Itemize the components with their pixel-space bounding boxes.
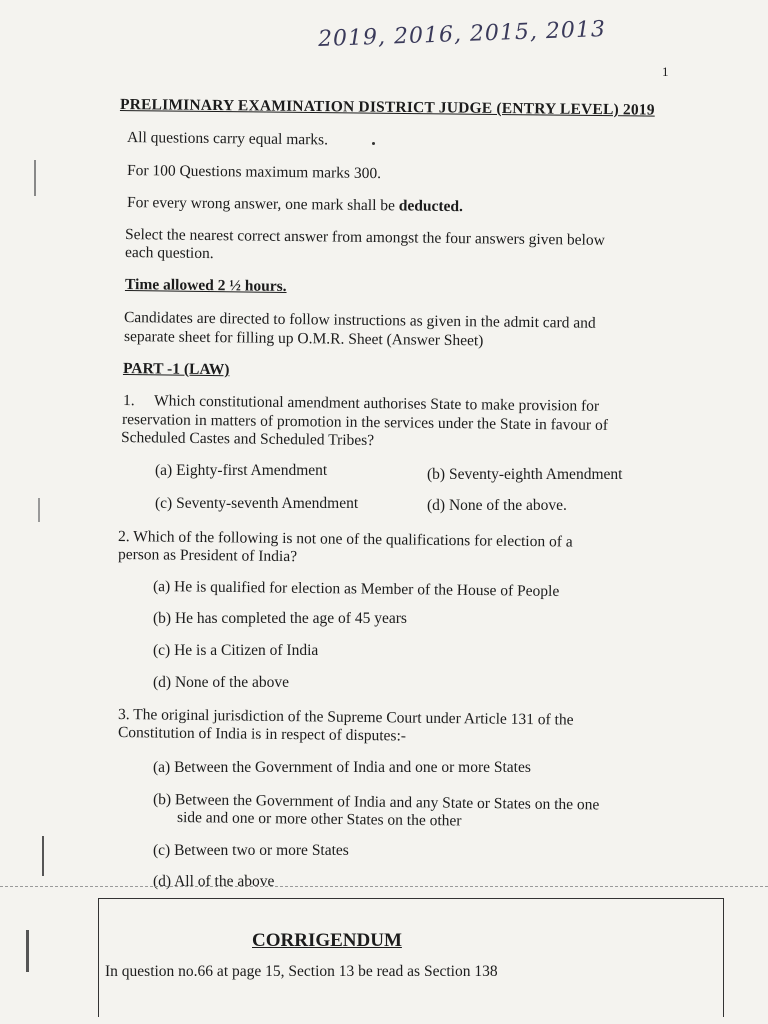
corrigendum-text: In question no.66 at page 15, Section 13 be read as Section 138 xyxy=(105,963,498,980)
q1-option-c: (c) Seventy-seventh Amendment xyxy=(155,495,359,512)
q2-option-d: (d) None of the above xyxy=(153,674,290,691)
wrong-answer-text: For every wrong answer, one mark shall be xyxy=(126,194,399,215)
q1-line3: Scheduled Castes and Scheduled Tribes? xyxy=(120,429,375,450)
q2-line1: 2. Which of the following is not one of the qualifications for election of a xyxy=(117,528,573,551)
page-number: 1 xyxy=(662,64,669,79)
q2-option-a: (a) He is qualified for election as Member of the House of People xyxy=(152,578,560,600)
q2-line2: person as President of India? xyxy=(117,546,298,566)
q3-option-b-line1: (b) Between the Government of India and any State or States on the one xyxy=(152,791,600,814)
page-cut-divider xyxy=(0,886,768,887)
q3-option-c: (c) Between two or more States xyxy=(153,842,349,859)
exam-title: PRELIMINARY EXAMINATION DISTRICT JUDGE (ENTRY LEVEL) 2019 xyxy=(119,96,655,119)
time-allowed: Time allowed 2 ½ hours. xyxy=(124,276,287,295)
q1-number: 1. xyxy=(122,392,135,410)
q1-option-a: (a) Eighty-first Amendment xyxy=(155,462,328,479)
instruction-candidates-line2: separate sheet for filling up O.M.R. Sheet (Answer Sheet) xyxy=(123,328,484,350)
q1-option-b: (b) Seventy-eighth Amendment xyxy=(427,466,623,483)
q2-option-b: (b) He has completed the age of 45 years xyxy=(153,610,407,627)
instruction-select-line2: each question. xyxy=(124,244,214,263)
scan-mark xyxy=(34,160,36,196)
scan-mark xyxy=(42,836,44,876)
corrigendum-box xyxy=(98,898,724,1017)
instruction-max-marks: For 100 Questions maximum marks 300. xyxy=(126,162,382,183)
scan-speck xyxy=(372,142,375,145)
q3-line1: 3. The original jurisdiction of the Supreme Court under Article 131 of the xyxy=(117,706,574,729)
q1-option-d: (d) None of the above. xyxy=(427,497,567,514)
q3-option-a: (a) Between the Government of India and one or more States xyxy=(153,759,531,776)
scan-mark xyxy=(26,930,29,972)
q3-option-b-line2: side and one or more other States on the other xyxy=(176,809,462,830)
instruction-wrong-answer xyxy=(127,194,463,216)
q1-text: Which constitutional amendment authorises State to make provision for xyxy=(153,392,600,415)
instruction-select-line1: Select the nearest correct answer from amongst the four answers given below xyxy=(124,226,605,249)
corrigendum-title: CORRIGENDUM xyxy=(252,930,402,951)
handwritten-years: 2019, 2016, 2015, 2013 xyxy=(317,16,607,53)
q3-option-d: (d) All of the above xyxy=(153,873,275,890)
part-heading: PART -1 (LAW) xyxy=(122,360,230,379)
q1-line2: reservation in matters of promotion in the services under the State in favour of xyxy=(121,411,609,434)
wrong-answer-bold: deducted. xyxy=(398,197,464,216)
q3-line2: Constitution of India is in respect of disputes:- xyxy=(117,724,407,745)
instruction-candidates-line1: Candidates are directed to follow instructions as given in the admit card and xyxy=(123,309,596,332)
q2-option-c: (c) He is a Citizen of India xyxy=(153,642,319,659)
scan-mark xyxy=(38,498,40,522)
instruction-equal-marks: All questions carry equal marks. xyxy=(126,129,329,149)
